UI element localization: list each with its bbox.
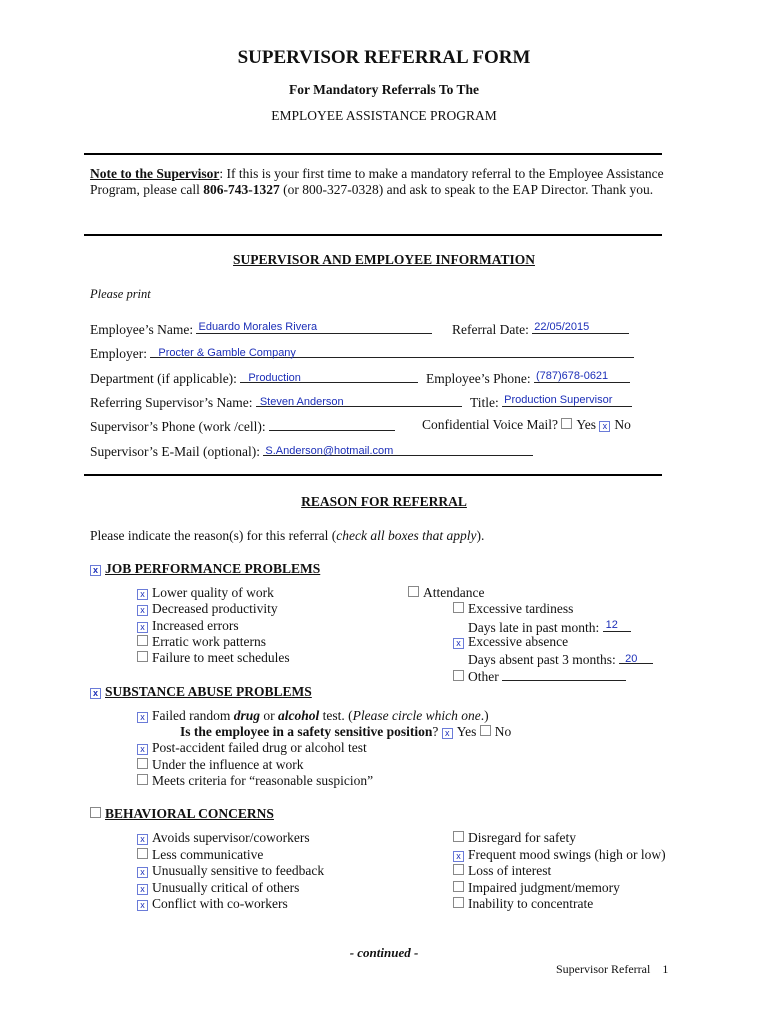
absence-checkbox[interactable]: x: [453, 638, 464, 649]
behavior-item: Disregard for safety: [453, 830, 576, 846]
reasonable-suspicion-checkbox[interactable]: [137, 774, 148, 785]
job-item: x Increased errors: [137, 618, 239, 634]
job-item: Failure to meet schedules: [137, 650, 290, 666]
voicemail-no-checkbox[interactable]: x: [599, 421, 610, 432]
less-communicative-checkbox[interactable]: [137, 848, 148, 859]
substance-item: Meets criteria for “reasonable suspicion”: [137, 773, 373, 789]
continued-label: - continued -: [349, 945, 419, 960]
row-referral-date: [452, 320, 629, 338]
form-subtitle: For Mandatory Referrals To The: [289, 82, 479, 97]
email-value: S.Anderson@hotmail.com: [265, 445, 394, 457]
substance-checkbox[interactable]: x: [90, 688, 101, 699]
avoids-supervisor-checkbox[interactable]: x: [137, 834, 148, 845]
section-heading-info: SUPERVISOR AND EMPLOYEE INFORMATION: [233, 252, 535, 267]
page-number: 1: [662, 962, 669, 976]
voicemail-label: Confidential Voice Mail?: [422, 417, 558, 432]
row-employee-phone: [426, 369, 630, 387]
days-absent-field[interactable]: [619, 650, 653, 664]
job-performance-category: [90, 561, 320, 577]
job-performance-title: JOB PERFORMANCE PROBLEMS: [105, 561, 321, 576]
sensitive-feedback-checkbox[interactable]: x: [137, 867, 148, 878]
days-late-field[interactable]: [603, 618, 631, 632]
row-supervisor-email: [90, 442, 533, 460]
department-label: Department (if applicable):: [90, 371, 237, 386]
divider: [84, 474, 662, 476]
supervisor-name-field[interactable]: [256, 393, 462, 407]
safety-no-checkbox[interactable]: [480, 725, 491, 736]
supervisor-phone-label: Supervisor’s Phone (work /cell):: [90, 419, 266, 434]
referral-date-field[interactable]: [532, 320, 629, 334]
inability-concentrate-checkbox[interactable]: [453, 897, 464, 908]
attendance-item: Attendance: [408, 585, 484, 601]
reason-instruction: Please indicate the reason(s) for this referral (check all boxes that apply).: [90, 528, 485, 543]
disregard-safety-checkbox[interactable]: [453, 831, 464, 842]
behavior-item: Less communicative: [137, 847, 263, 863]
substance-title: SUBSTANCE ABUSE PROBLEMS: [105, 684, 312, 699]
safety-sensitive-row: Is the employee in a safety sensitive position? x Yes No: [180, 724, 512, 739]
post-accident-checkbox[interactable]: x: [137, 744, 148, 755]
days-late-value: 12: [605, 619, 618, 631]
job-performance-checkbox[interactable]: x: [90, 565, 101, 576]
note-label: Note to the Supervisor: [90, 166, 220, 181]
impaired-judgment-checkbox[interactable]: [453, 881, 464, 892]
title-field[interactable]: [502, 393, 632, 407]
form-title: SUPERVISOR REFERRAL FORM: [237, 47, 531, 68]
email-field[interactable]: [263, 442, 533, 456]
email-label: Supervisor’s E-Mail (optional):: [90, 444, 260, 459]
increased-errors-checkbox[interactable]: x: [137, 622, 148, 633]
behavioral-checkbox[interactable]: [90, 807, 101, 818]
voicemail-yes-label: Yes: [576, 417, 597, 432]
other-item: Other: [453, 667, 626, 685]
employee-phone-field[interactable]: [534, 369, 630, 383]
substance-category: [90, 684, 312, 700]
title-label: Title:: [470, 395, 499, 410]
behavior-item: x Unusually critical of others: [137, 880, 299, 896]
row-voicemail: [422, 417, 631, 433]
absence-item: x Excessive absence: [453, 634, 568, 650]
row-department: [90, 369, 418, 387]
employee-name-label: Employee’s Name:: [90, 322, 194, 337]
attendance-checkbox[interactable]: [408, 586, 419, 597]
row-supervisor-name: [90, 393, 462, 411]
erratic-work-checkbox[interactable]: [137, 635, 148, 646]
employer-field[interactable]: [150, 344, 634, 358]
supervisor-phone-field[interactable]: [269, 417, 395, 431]
other-field[interactable]: [502, 667, 626, 681]
footer-label: Supervisor Referral: [556, 962, 651, 976]
behavioral-category: [90, 806, 274, 822]
failed-test-checkbox[interactable]: x: [137, 712, 148, 723]
employee-phone-value: (787)678-0621: [536, 370, 609, 382]
supervisor-name-value: Steven Anderson: [259, 396, 344, 408]
row-employer: [90, 344, 634, 362]
behavior-item: x Unusually sensitive to feedback: [137, 863, 324, 879]
behavior-item: Impaired judgment/memory: [453, 880, 620, 896]
supervisor-name-label: Referring Supervisor’s Name:: [90, 395, 253, 410]
loss-interest-checkbox[interactable]: [453, 864, 464, 875]
row-supervisor-title: [470, 393, 632, 411]
please-print: Please print: [90, 287, 151, 301]
conflict-coworkers-checkbox[interactable]: x: [137, 900, 148, 911]
tardiness-checkbox[interactable]: [453, 602, 464, 613]
behavior-item: x Frequent mood swings (high or low): [453, 847, 666, 863]
lower-quality-checkbox[interactable]: x: [137, 589, 148, 600]
failed-test-item: x Failed random drug or alcohol test. (Please circle which one.): [137, 708, 489, 724]
behavior-item: Inability to concentrate: [453, 896, 593, 912]
tardiness-item: Excessive tardiness: [453, 601, 573, 617]
title-value: Production Supervisor: [504, 394, 613, 406]
failure-schedules-checkbox[interactable]: [137, 651, 148, 662]
divider: [84, 153, 662, 155]
divider: [84, 234, 662, 236]
days-late-row: Days late in past month: 12: [468, 618, 631, 636]
department-field[interactable]: [240, 369, 418, 383]
row-supervisor-phone: [90, 417, 395, 435]
behavior-item: Loss of interest: [453, 863, 551, 879]
decreased-productivity-checkbox[interactable]: x: [137, 605, 148, 616]
job-item: Erratic work patterns: [137, 634, 266, 650]
substance-item: Under the influence at work: [137, 757, 303, 773]
voicemail-yes-checkbox[interactable]: [561, 418, 572, 429]
note-text: : If this is your first time to make a mandatory referral to the Employee Assistance Program, please call: [90, 166, 664, 197]
employee-name-field[interactable]: [196, 320, 432, 334]
department-value: Production: [248, 372, 301, 384]
other-checkbox[interactable]: [453, 670, 464, 681]
behavior-item: x Avoids supervisor/coworkers: [137, 830, 310, 846]
section-heading-reason: REASON FOR REFERRAL: [301, 494, 467, 509]
program-name: EMPLOYEE ASSISTANCE PROGRAM: [271, 108, 497, 123]
days-absent-row: Days absent past 3 months: 20: [468, 650, 653, 668]
behavior-item: x Conflict with co-workers: [137, 896, 288, 912]
referral-date-value: 22/05/2015: [534, 321, 590, 333]
critical-others-checkbox[interactable]: x: [137, 884, 148, 895]
note-text-2: (or 800-327-0328) and ask to speak to the EAP Director. Thank you.: [279, 182, 654, 197]
row-employee-name: [90, 320, 432, 338]
page-footer: [556, 962, 668, 977]
voicemail-no-label: No: [614, 417, 631, 432]
employer-value: Procter & Gamble Company: [158, 347, 296, 359]
mood-swings-checkbox[interactable]: x: [453, 851, 464, 862]
job-item: x Lower quality of work: [137, 585, 274, 601]
supervisor-note: [90, 166, 680, 198]
under-influence-checkbox[interactable]: [137, 758, 148, 769]
employee-phone-label: Employee’s Phone:: [426, 371, 531, 386]
safety-yes-checkbox[interactable]: x: [442, 728, 453, 739]
substance-item: x Post-accident failed drug or alcohol test: [137, 740, 367, 756]
behavioral-title: BEHAVIORAL CONCERNS: [105, 806, 274, 821]
employer-label: Employer:: [90, 346, 147, 361]
job-item: x Decreased productivity: [137, 601, 278, 617]
days-absent-value: 20: [625, 653, 638, 665]
eap-phone: 806-743-1327: [203, 182, 280, 197]
employee-name-value: Eduardo Morales Rivera: [198, 321, 318, 333]
referral-date-label: Referral Date:: [452, 322, 529, 337]
